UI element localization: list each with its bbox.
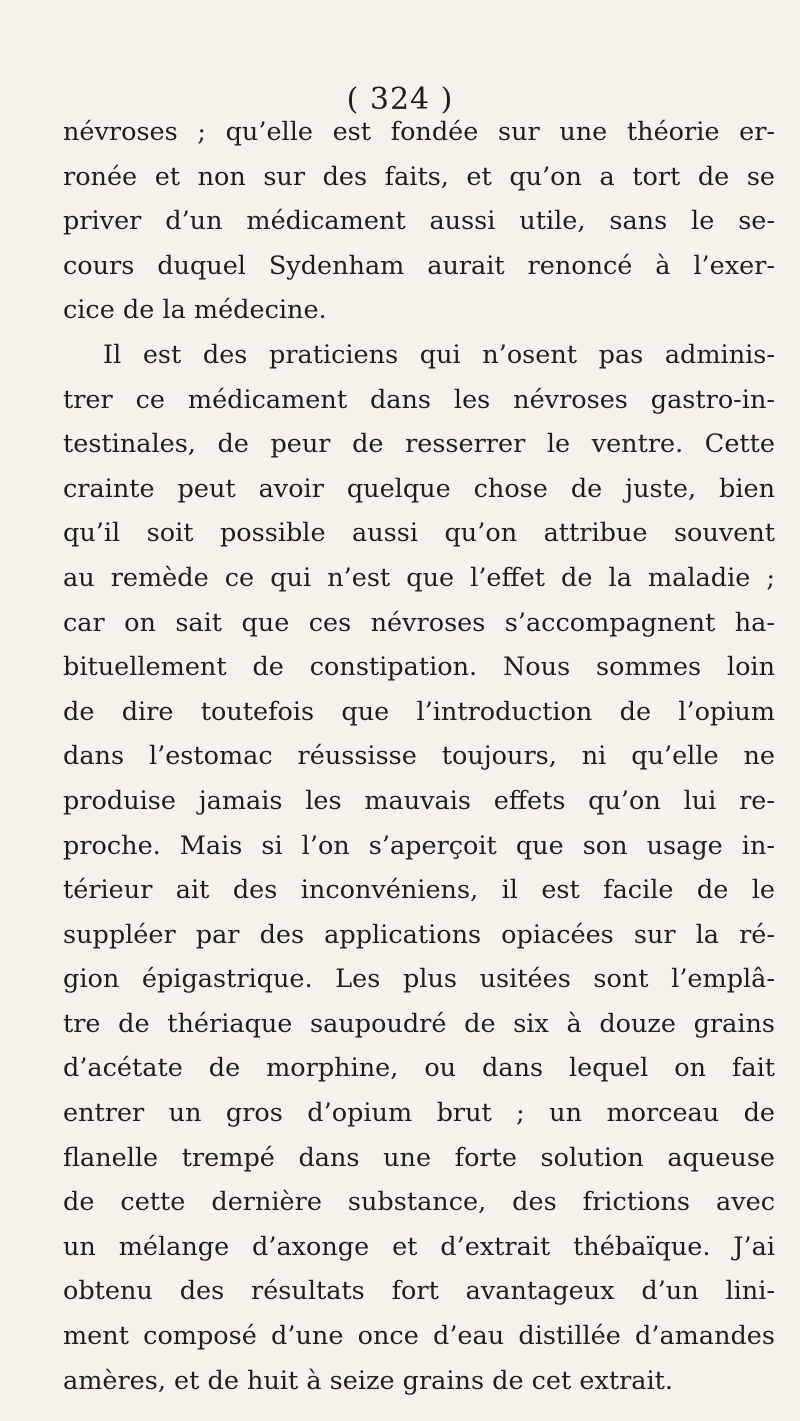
text-line: dans l’estomac réussisse toujours, ni qu’elle ne	[63, 741, 775, 772]
text-line: testinales, de peur de resserrer le ventre. Cette	[63, 429, 775, 460]
text-line: névroses ; qu’elle est fondée sur une théorie er-	[63, 117, 775, 147]
body-text	[63, 110, 775, 1403]
text-line: proche. Mais si l’on s’aperçoit que son usage in-	[63, 830, 775, 861]
text-line: flanelle trempé dans une forte solution aqueuse	[63, 1142, 775, 1173]
text-line: entrer un gros d’opium brut ; un morceau de	[63, 1098, 775, 1129]
text-line: tre de thériaque saupoudré de six à douze grains	[63, 1008, 775, 1039]
text-line: priver d’un médicament aussi utile, sans le se-	[63, 206, 775, 237]
text-line: un mélange d’axonge et d’extrait thébaïque. J’ai	[63, 1231, 775, 1262]
text-line: de dire toutefois que l’introduction de l’opium	[63, 696, 775, 727]
text-line: bituellement de constipation. Nous sommes loin	[63, 652, 775, 683]
text-line: trer ce médicament dans les névroses gastro-in-	[63, 384, 775, 415]
text-line: térieur ait des inconvéniens, il est facile de le	[63, 875, 775, 906]
text-line: qu’il soit possible aussi qu’on attribue souvent	[63, 518, 775, 549]
text-line: de cette dernière substance, des frictions avec	[63, 1187, 775, 1218]
text-line: crainte peut avoir quelque chose de juste, bien	[63, 473, 775, 504]
text-line: obtenu des résultats fort avantageux d’un lini-	[63, 1276, 775, 1307]
text-line: au remède ce qui n’est que l’effet de la maladie ;	[63, 562, 775, 593]
text-line: cours duquel Sydenham aurait renoncé à l’exer-	[63, 250, 775, 281]
text-line: amères, et de huit à seize grains de cet extrait.	[63, 1365, 673, 1396]
text-line: car on sait que ces névroses s’accompagnent ha-	[63, 607, 775, 638]
text-line: ment composé d’une once d’eau distillée d’amandes	[63, 1321, 775, 1352]
text-line: cice de la médecine.	[63, 295, 327, 326]
text-line: gion épigastrique. Les plus usitées sont l’emplâ-	[63, 964, 775, 995]
text-line: ronée et non sur des faits, et qu’on a tort de se	[63, 161, 775, 192]
text-line: produise jamais les mauvais effets qu’on lui re-	[63, 785, 775, 816]
text-line: Il est des praticiens qui n’osent pas adminis-	[103, 339, 775, 370]
page-number: ( 324 )	[346, 82, 454, 117]
text-line: d’acétate de morphine, ou dans lequel on fait	[63, 1053, 775, 1084]
text-line: suppléer par des applications opiacées sur la ré-	[63, 919, 775, 950]
